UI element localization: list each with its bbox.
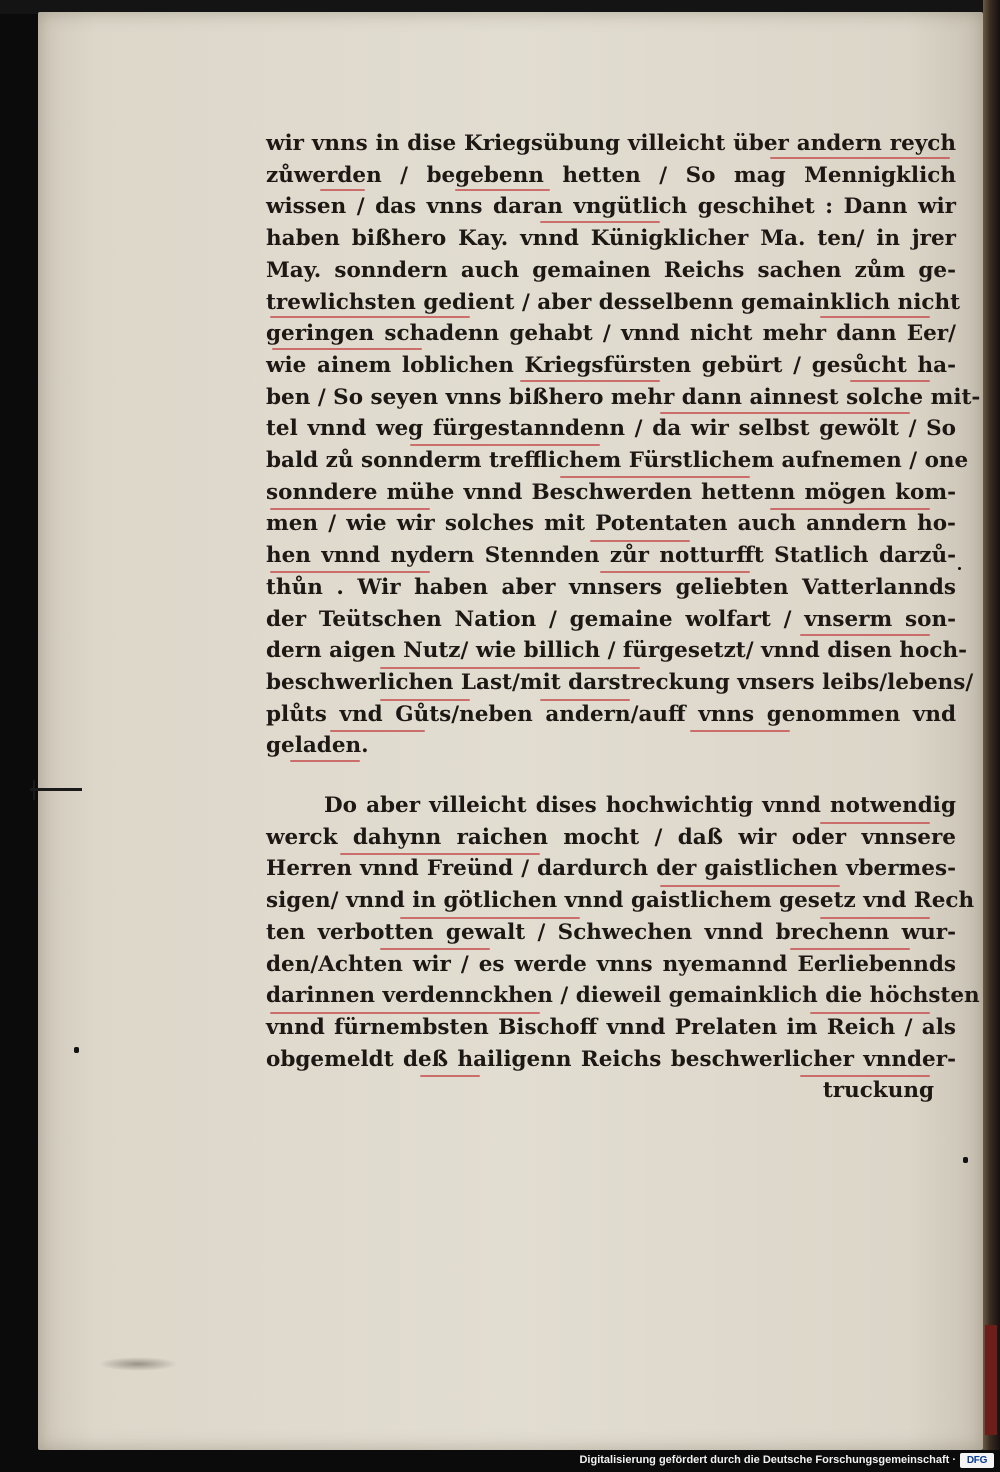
text-line: beschwerlichen Last/mit darstreckung vnsers leibs/lebens/ xyxy=(266,669,974,695)
text-line: darinnen verdennckhen / dieweil gemainklich die höchsten xyxy=(266,983,980,1009)
text-line: May. sonndern auch gemainen Reichs sachen zům ge- xyxy=(266,257,956,283)
book-edge-red-band xyxy=(985,1325,997,1435)
red-underline xyxy=(810,1012,930,1014)
text-line: ben / So seyen vnns bißhero mehr dann ainnest solche mit- xyxy=(266,384,981,410)
ink-dot xyxy=(74,1047,79,1053)
red-underline xyxy=(410,444,600,446)
margin-mark xyxy=(30,788,82,791)
red-underline xyxy=(590,540,690,542)
red-underline xyxy=(270,316,470,318)
red-underline xyxy=(270,508,430,510)
red-underline xyxy=(420,1075,480,1077)
text-line: wie ainem loblichen Kriegsfürsten gebürt / gesůcht ha- xyxy=(266,352,956,378)
catchword: truckung xyxy=(822,1078,934,1104)
text-line: trewlichsten gedient / aber desselbenn gemainklich nicht xyxy=(266,289,961,315)
red-underline xyxy=(660,885,840,887)
red-underline xyxy=(270,571,430,573)
red-underline xyxy=(540,221,660,223)
red-underline xyxy=(320,189,365,191)
red-underline xyxy=(800,1075,930,1077)
ink-dot xyxy=(963,1157,968,1163)
red-underline xyxy=(540,699,630,701)
red-underline xyxy=(690,730,790,732)
red-underline xyxy=(800,634,930,636)
text-line: haben bißhero Kay. vnnd Künigklicher Ma. ten/ in jrer xyxy=(266,226,956,252)
red-underline xyxy=(330,730,425,732)
text-line: werck dahynn raichen mocht / daß wir oder vnnsere xyxy=(266,824,956,850)
red-underline xyxy=(660,412,910,414)
text-line: ten verbotten gewalt / Schwechen vnnd brechenn wur- xyxy=(266,919,956,945)
text-line: Do aber villeicht dises hochwichtig vnnd notwendig xyxy=(324,793,956,818)
red-underline xyxy=(455,189,550,191)
text-line: obgemeldt deß hailigenn Reichs beschwerlicher vnnder- xyxy=(266,1046,956,1072)
footer-credit: Digitalisierung gefördert durch die Deutsche Forschungsgemeinschaft · xyxy=(579,1454,956,1466)
footer-bar xyxy=(0,1450,1000,1472)
text-line: plůts vnd Gůts/neben andern/auff vnns genommen vnd xyxy=(266,701,956,727)
red-underline xyxy=(790,948,910,950)
red-underline xyxy=(290,760,360,762)
text-line: sonndere mühe vnnd Beschwerden hettenn mögen kom- xyxy=(266,479,956,505)
red-underline xyxy=(520,380,660,382)
text-line: der Teütschen Nation / gemaine wolfart / vnserm son- xyxy=(266,606,956,632)
book-edge xyxy=(983,0,1000,1450)
ink-smudge xyxy=(98,1357,178,1371)
text-line: wissen / das vnns daran vngütlich geschihet : Dann wir xyxy=(266,194,956,220)
text-line: tel vnnd weg fürgestanndenn / da wir selbst gewölt / So xyxy=(266,416,956,442)
text-line: zůwerden / begebenn hetten / So mag Mennigklich xyxy=(266,162,956,188)
text-line: den/Achten wir / es werde vnns nyemannd Eerliebennds xyxy=(266,951,956,977)
dfg-logo[interactable]: DFG xyxy=(960,1453,994,1468)
red-underline xyxy=(820,822,930,824)
text-line: hen vnnd nydern Stennden zůr notturfft Statlich darzů- xyxy=(266,543,956,569)
text-line: bald zů sonnderm trefflichem Fürstlichem aufnemen / one xyxy=(266,448,969,474)
text-line: Herren vnnd Freünd / dardurch der gaistlichen vbermes- xyxy=(266,856,956,882)
red-underline xyxy=(770,157,950,159)
red-underline xyxy=(380,699,470,701)
ink-dot xyxy=(958,567,961,570)
text-line: geladen. xyxy=(266,733,369,759)
red-underline xyxy=(272,348,422,350)
text-line: sigen/ vnnd in götlichen vnnd gaistlichem gesetz vnd Rech xyxy=(266,888,975,914)
text-line: vnnd fürnembsten Bischoff vnnd Prelaten im Reich / als xyxy=(266,1014,956,1040)
text-line: dern aigen Nutz/ wie billich / fürgesetzt/ vnnd disen hoch- xyxy=(266,638,968,664)
red-underline xyxy=(340,853,540,855)
red-underline xyxy=(270,1012,540,1014)
red-underline xyxy=(400,917,580,919)
red-underline xyxy=(600,571,750,573)
red-underline xyxy=(850,380,930,382)
text-line: thůn . Wir haben aber vnnsers geliebten Vatterlannds xyxy=(266,574,956,600)
red-underline xyxy=(820,316,930,318)
text-line: men / wie wir solches mit Potentaten auch anndern ho- xyxy=(266,511,956,537)
red-underline xyxy=(770,508,930,510)
text-line: wir vnns in dise Kriegsübung villeicht über andern reych xyxy=(266,131,956,156)
red-underline xyxy=(380,667,640,669)
text-line: geringen schadenn gehabt / vnnd nicht mehr dann Eer/ xyxy=(266,321,956,347)
red-underline xyxy=(820,917,930,919)
red-underline xyxy=(380,948,490,950)
red-underline xyxy=(560,476,750,478)
